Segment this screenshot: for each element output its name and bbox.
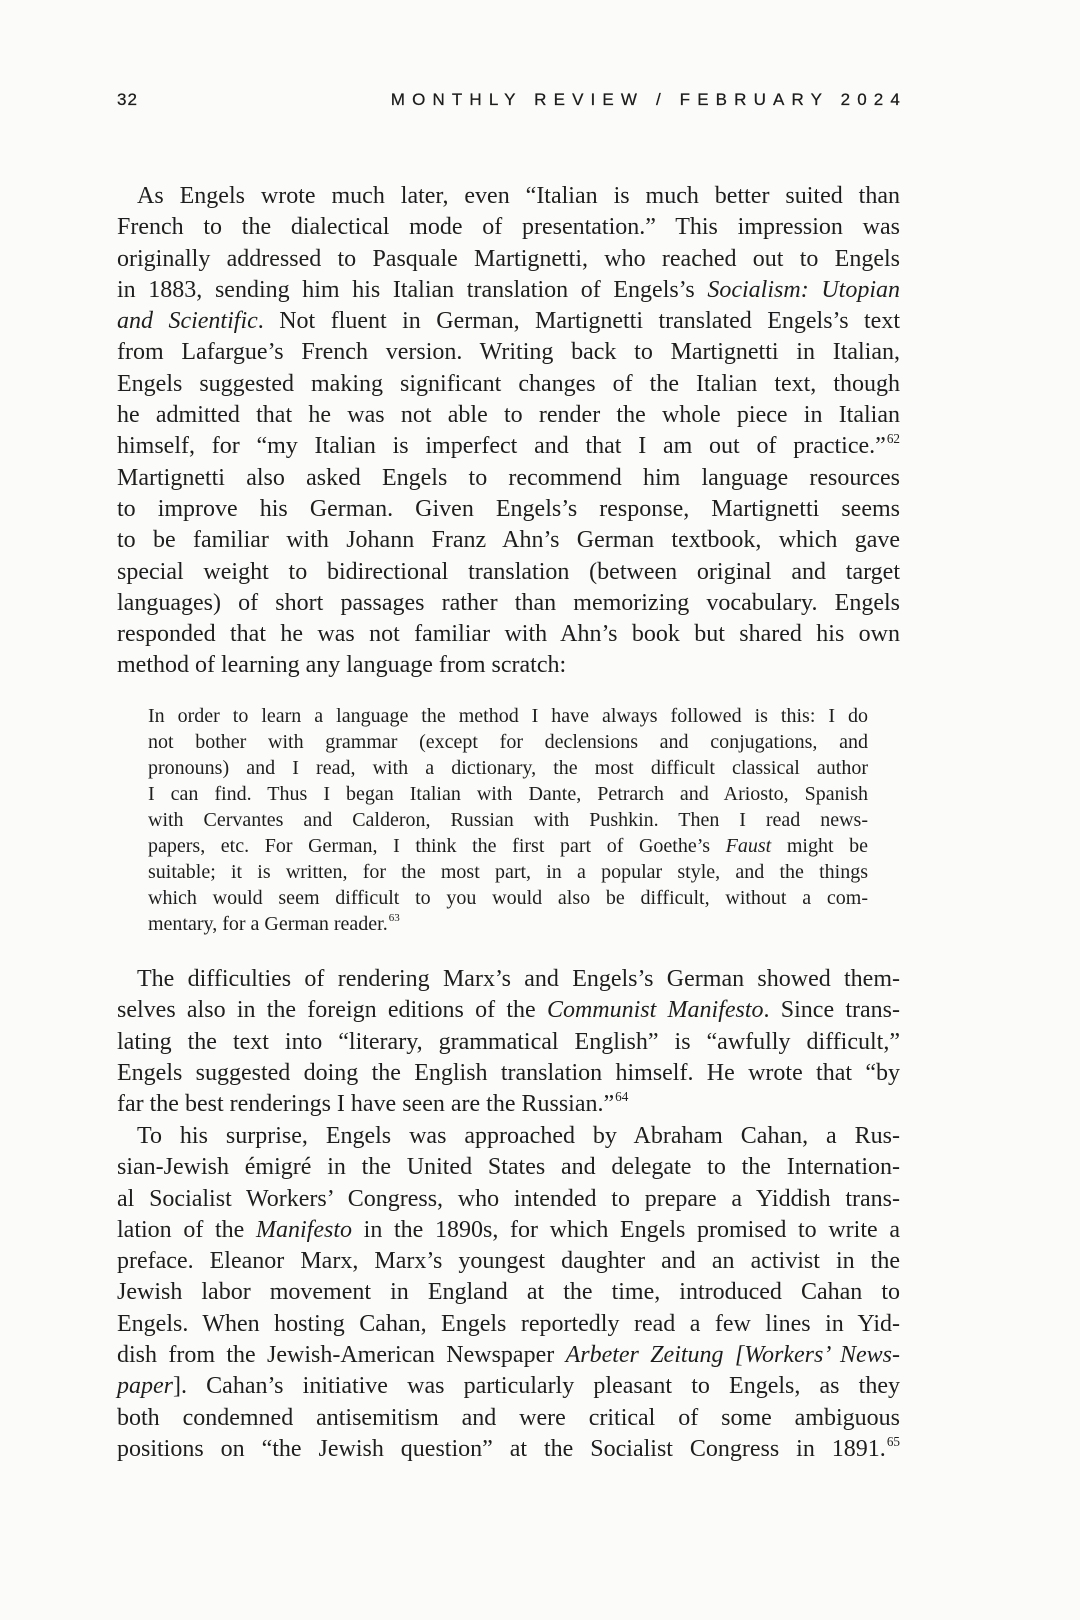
text-run: far the best renderings I have seen are the Russian.” <box>117 1091 615 1118</box>
text-run: special weight to bidirectional translation (between original and target <box>117 558 900 585</box>
text-line <box>117 494 900 525</box>
text-line <box>117 181 900 212</box>
footnote-ref: 64 <box>615 1088 629 1104</box>
line-text <box>137 183 900 209</box>
line-text <box>117 1342 900 1368</box>
text-line <box>148 807 868 833</box>
line-text <box>117 621 900 647</box>
text-run: selves also in the foreign editions of the <box>117 997 547 1024</box>
text-run: French to the dialectical mode of presentation.” This impression was <box>117 214 900 241</box>
italic-title: Manifesto <box>256 1216 352 1243</box>
text-run: with Cervantes and Calderon, Russian with Pushkin. Then I read news- <box>148 809 868 831</box>
text-run: As Engels wrote much later, even “Italian is much better suited than <box>137 183 900 209</box>
line-text <box>148 887 868 909</box>
text-run: himself, for “my Italian is imperfect and that I am out of practice.” <box>117 433 886 460</box>
line-text <box>137 966 900 992</box>
text-line <box>117 1340 900 1371</box>
text-run: sian-Jewish émigré in the United States and delegate to the Internation- <box>117 1154 900 1181</box>
line-text <box>117 1186 900 1212</box>
paragraph <box>117 964 900 1120</box>
text-line <box>117 244 900 275</box>
paragraph <box>117 181 900 682</box>
text-line <box>117 212 900 243</box>
text-run: suitable; it is written, for the most part, in a popular style, and the things <box>148 861 868 883</box>
text-run: Engels. When hosting Cahan, Engels reportedly read a few lines in Yid- <box>117 1310 900 1337</box>
text-run: not bother with grammar (except for declensions and conjugations, and <box>148 731 868 753</box>
text-run: to be familiar with Johann Franz Ahn’s German textbook, which gave <box>117 527 900 554</box>
text-run: ]. Cahan’s initiative was particularly pleasant to Engels, as they <box>173 1373 900 1400</box>
line-text <box>148 861 868 883</box>
text-run: The difficulties of rendering Marx’s and Engels’s German showed them- <box>137 966 900 992</box>
text-run: method of learning any language from scratch: <box>117 652 567 679</box>
line-text <box>117 433 900 459</box>
text-run: pronouns) and I read, with a dictionary, the most difficult classical author <box>148 757 868 779</box>
line-text <box>117 1311 900 1337</box>
line-text <box>148 809 868 831</box>
text-line <box>117 337 900 368</box>
line-text <box>148 783 868 805</box>
text-line <box>117 1246 900 1277</box>
text-run: languages) of short passages rather than memorizing vocabulary. Engels <box>117 589 900 616</box>
line-text <box>117 527 900 553</box>
line-text <box>117 214 900 240</box>
paragraph <box>117 1121 900 1465</box>
text-line <box>117 1403 900 1434</box>
line-text <box>117 371 900 397</box>
line-text <box>148 835 868 857</box>
text-run: I can find. Thus I began Italian with Dante, Petrarch and Ariosto, Spanish <box>148 783 868 805</box>
text-run: papers, etc. For German, I think the first part of Goethe’s <box>148 835 726 857</box>
text-line <box>148 729 868 755</box>
line-text <box>117 339 900 365</box>
text-line <box>117 1309 900 1340</box>
text-run: . Since trans- <box>763 997 900 1024</box>
line-text <box>117 308 900 334</box>
text-run: positions on “the Jewish question” at the Socialist Congress in 1891. <box>117 1435 886 1462</box>
text-line <box>148 781 868 807</box>
text-line <box>117 1121 900 1152</box>
italic-title: paper <box>117 1373 173 1400</box>
italic-title: Faust <box>725 835 772 857</box>
line-text <box>148 731 868 753</box>
line-text <box>117 1029 900 1055</box>
line-text <box>148 913 400 935</box>
text-run: might be <box>771 835 868 857</box>
text-line <box>117 1152 900 1183</box>
page-number: 32 <box>117 90 138 109</box>
line-text <box>117 246 900 272</box>
italic-title: and Scientific <box>117 308 258 335</box>
line-text <box>117 277 900 303</box>
footnote-ref: 62 <box>886 431 900 447</box>
footnote-ref: 63 <box>388 912 400 925</box>
text-run: dish from the Jewish-American Newspaper <box>117 1342 566 1369</box>
text-line <box>117 275 900 306</box>
text-run: In order to learn a language the method I have always followed is this: I do <box>148 705 868 727</box>
text-line <box>117 557 900 588</box>
footnote-ref: 65 <box>886 1433 900 1449</box>
text-run: to improve his German. Given Engels’s response, Martignetti seems <box>117 495 900 522</box>
text-line <box>148 911 868 937</box>
line-text <box>117 1217 900 1243</box>
text-run: preface. Eleanor Marx, Marx’s youngest daughter and an activist in the <box>117 1248 900 1275</box>
text-run: he admitted that he was not able to render the whole piece in Italian <box>117 402 900 429</box>
text-line <box>148 703 868 729</box>
line-text <box>117 465 900 491</box>
italic-title: Communist Manifesto <box>546 997 764 1024</box>
line-text <box>117 1405 900 1431</box>
text-line <box>117 1058 900 1089</box>
text-line <box>117 1277 900 1308</box>
text-run: lation of the <box>117 1216 256 1243</box>
text-line <box>117 1184 900 1215</box>
text-run: in the 1890s, for which Engels promised to write a <box>352 1216 900 1243</box>
text-line <box>148 833 868 859</box>
text-line <box>117 1215 900 1246</box>
text-line <box>117 369 900 400</box>
text-line <box>117 400 900 431</box>
line-text <box>137 1123 900 1149</box>
line-text <box>148 757 868 779</box>
line-text <box>117 997 900 1023</box>
text-line <box>117 995 900 1026</box>
text-run: Martignetti also asked Engels to recommend him language resources <box>117 464 900 491</box>
running-head: MONTHLY REVIEW / FEBRUARY 2024 <box>390 90 907 109</box>
text-run: Jewish labor movement in England at the time, introduced Cahan to <box>117 1279 900 1306</box>
text-run: Engels suggested making significant changes of the Italian text, though <box>117 370 900 397</box>
text-line <box>117 619 900 650</box>
text-run: responded that he was not familiar with Ahn’s book but shared his own <box>117 621 900 648</box>
block-quote <box>148 703 868 937</box>
text-line <box>117 306 900 337</box>
text-line <box>117 1089 900 1120</box>
text-run: both condemned antisemitism and were critical of some ambiguous <box>117 1404 900 1431</box>
text-line <box>117 525 900 556</box>
line-text <box>117 1373 900 1399</box>
text-run: To his surprise, Engels was approached by Abraham Cahan, a Rus- <box>137 1123 900 1149</box>
text-run: mentary, for a German reader. <box>148 913 388 935</box>
text-line <box>117 463 900 494</box>
line-text <box>117 496 900 522</box>
text-line <box>117 588 900 619</box>
line-text <box>117 1060 900 1086</box>
line-text <box>117 1088 629 1118</box>
text-line <box>117 1371 900 1402</box>
text-line <box>117 431 900 462</box>
text-line <box>117 1434 900 1465</box>
text-run: Engels suggested doing the English translation himself. He wrote that “by <box>117 1059 900 1086</box>
line-text <box>117 1154 900 1180</box>
text-line <box>148 885 868 911</box>
text-run: al Socialist Workers’ Congress, who intended to prepare a Yiddish trans- <box>117 1185 900 1212</box>
line-text <box>148 705 868 727</box>
text-run: which would seem difficult to you would also be difficult, without a com- <box>148 887 868 909</box>
text-line <box>117 964 900 995</box>
line-text <box>117 1279 900 1305</box>
line-text <box>117 402 900 428</box>
text-run: from Lafargue’s French version. Writing back to Martignetti in Italian, <box>117 339 900 366</box>
italic-title: Socialism: Utopian <box>707 276 900 303</box>
line-text <box>117 590 900 616</box>
italic-title: Arbeter Zeitung [Workers’ News- <box>565 1342 901 1369</box>
text-line <box>117 1027 900 1058</box>
line-text <box>117 1433 900 1462</box>
text-run: originally addressed to Pasquale Martignetti, who reached out to Engels <box>117 245 900 272</box>
text-run: . Not fluent in German, Martignetti translated Engels’s text <box>257 308 901 335</box>
text-line <box>148 859 868 885</box>
text-line <box>148 755 868 781</box>
line-text <box>117 559 900 585</box>
text-line <box>117 650 900 681</box>
text-run: lating the text into “literary, grammatical English” is “awfully difficult,” <box>117 1028 900 1055</box>
line-text <box>117 652 566 678</box>
line-text <box>117 1248 900 1274</box>
text-run: in 1883, sending him his Italian translation of Engels’s <box>117 276 708 303</box>
